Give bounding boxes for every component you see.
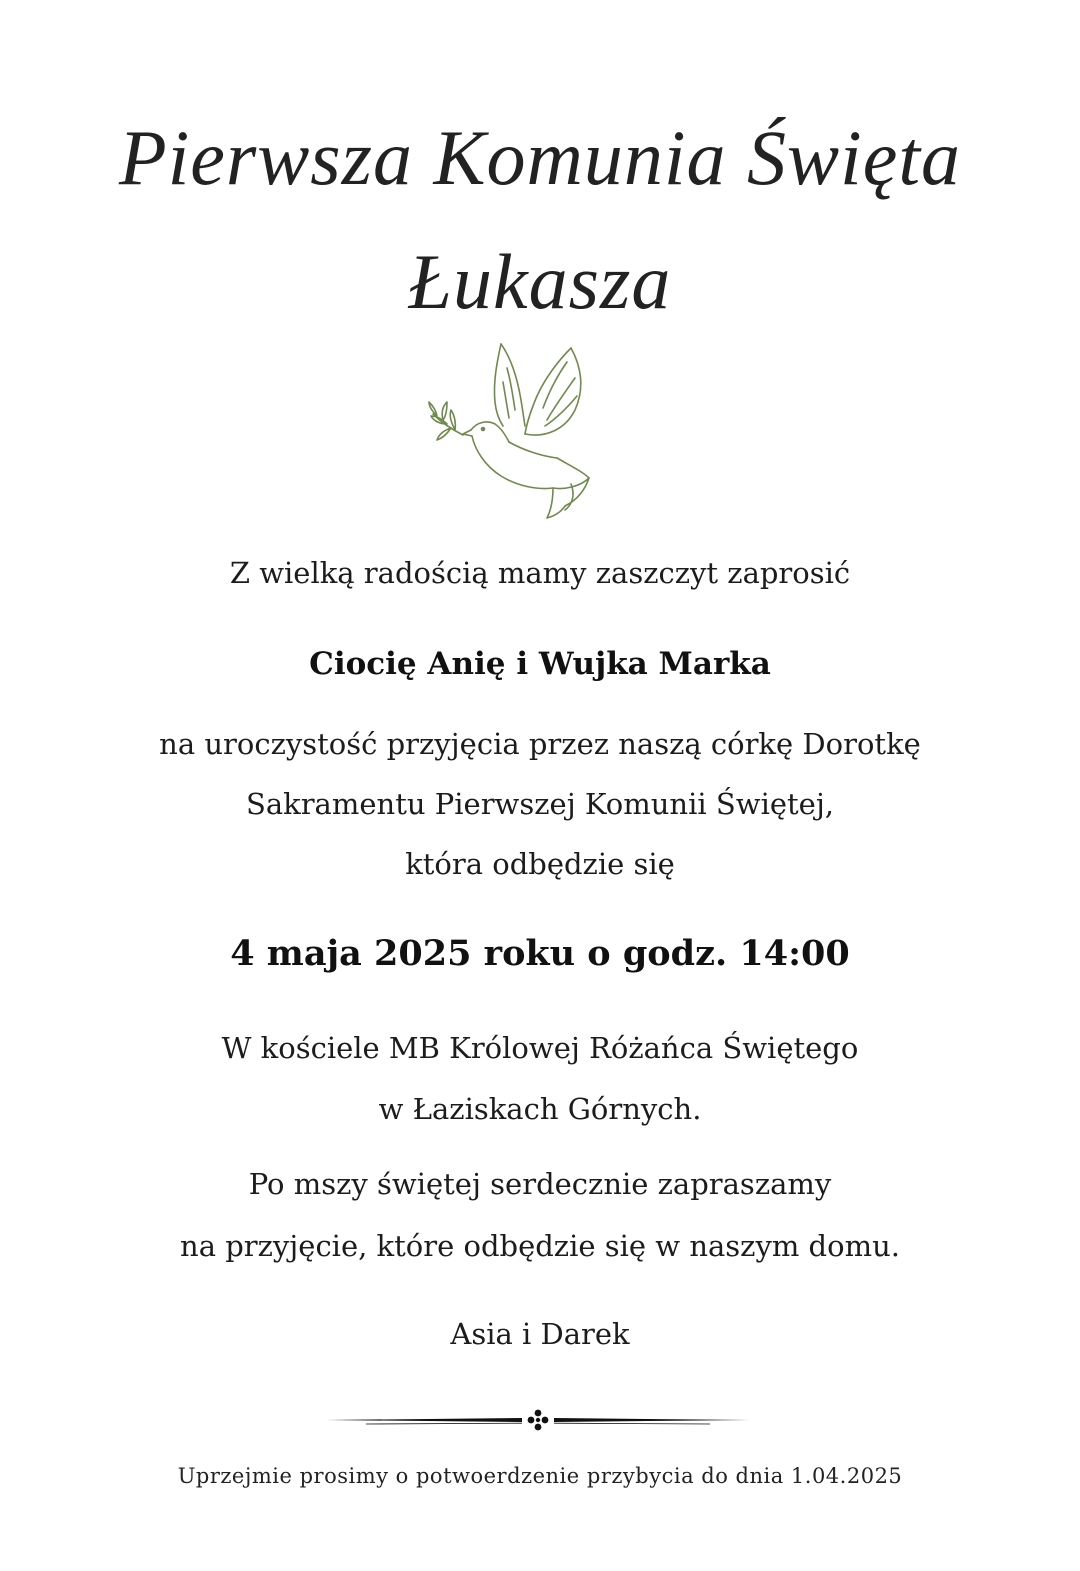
purpose-line-1: na uroczystość przyjęcia przez naszą córkę Dorotkę — [159, 727, 921, 761]
signature: Asia i Darek — [450, 1317, 630, 1351]
invitation-intro: Z wielką radością mamy zaszczyt zaprosić — [229, 556, 851, 590]
dove-with-olive-branch-icon — [425, 338, 595, 524]
rsvp-note: Uprzejmie prosimy o potwoerdzenie przybycia do dnia 1.04.2025 — [177, 1464, 903, 1488]
title-line-2: Łukasza — [408, 238, 672, 325]
ornamental-divider-icon — [326, 1406, 750, 1434]
church-line-1: W kościele MB Królowej Różańca Świętego — [221, 1031, 859, 1065]
title-line-1: Pierwsza Komunia Święta — [118, 114, 962, 201]
guest-names: Ciocię Anię i Wujka Marka — [309, 646, 771, 682]
purpose-line-2: Sakramentu Pierwszej Komunii Świętej, — [245, 787, 835, 821]
event-date: 4 maja 2025 roku o godz. 14:00 — [230, 933, 850, 974]
church-line-2: w Łaziskach Górnych. — [378, 1092, 702, 1126]
reception-line-2: na przyjęcie, które odbędzie się w naszym domu. — [180, 1229, 900, 1263]
purpose-line-3: która odbędzie się — [405, 847, 675, 881]
reception-line-1: Po mszy świętej serdecznie zapraszamy — [248, 1167, 832, 1201]
